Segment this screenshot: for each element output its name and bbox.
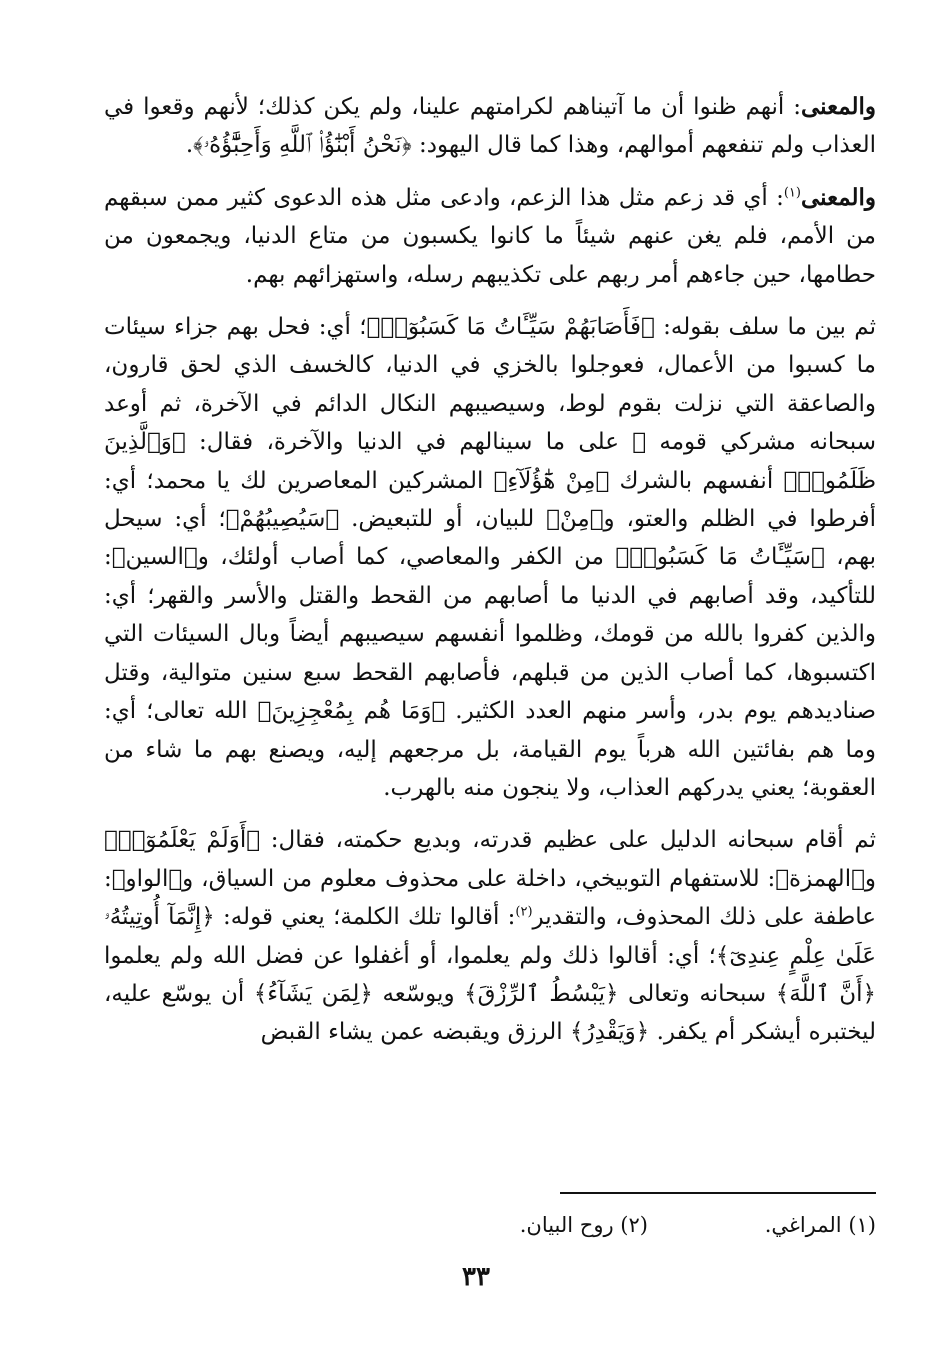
page-number: ٣٣ [462, 1262, 490, 1292]
footnote-marker: (١) [783, 185, 801, 201]
paragraph-4 [104, 821, 876, 1051]
paragraph-body: ثم أقام سبحانه الدليل على عظيم قدرته، وبديع حكمته، فقال: ﴿أَوَلَمْ يَعْلَمُوٓا۟﴾ و﴿الهمزة﴾: للاستفهام التوبيخي، داخلة على محذوف معلوم من السياق، و﴿الواو﴾: عاطفة على ذلك المحذوف، والتقدير [104, 827, 876, 931]
paragraph-lead: والمعنى [800, 183, 876, 211]
paragraph-body: : أنهم ظنوا أن ما آتيناهم لكرامتهم علينا، ولم يكن كذلك؛ لأنهم وقعوا في العذاب ولم تنفعهم أموالهم، وهذا كما قال اليهود: ﴿نَحْنُ أَبْنَٰٓؤُا۟ ٱللَّهِ وَأَحِبَّٰٓؤُهُۥ﴾. [104, 94, 876, 159]
footnote-divider [560, 1192, 876, 1194]
paragraph-body: ثم بين ما سلف بقوله: ﴿فَأَصَابَهُمْ سَيِّـَٔاتُ مَا كَسَبُوٓا۟﴾؛ أي: فحل بهم جزاء سيئات ما كسبوا من الأعمال، فعوجلوا بالخزي في الدنيا، كالخسف الذي لحق قارون، والصاعقة التي نزلت بقوم لوط، وسيصيبهم النكال الدائم في الآخرة، ثم أوعد سبحانه مشركي قومه ﷺ على ما سينالهم في الدنيا والآخرة، فقال: ﴿وَٱلَّذِينَ ظَلَمُوا۟﴾ أنفسهم بالشرك ﴿مِنْ هَٰٓؤُلَآءِ﴾ المشركين المعاصرين لك يا محمد؛ أي: أفرطوا في الظلم والعتو، و﴿مِنْ﴾ للبيان، أو للتبعيض. ﴿سَيُصِيبُهُمْ﴾؛ أي: سيحل بهم، ﴿سَيِّـَٔاتُ مَا كَسَبُوا۟﴾ من الكفر والمعاصي، كما أصاب أولئك، و﴿السين﴾: للتأكيد، وقد أصابهم في الدنيا ما أصابهم من القحط والقتل والأسر والقهر؛ أي: والذين كفروا بالله من قومك، وظلموا أنفسهم سيصيبهم أيضاً وبال السيئات التي اكتسبوها، كما أصاب الذين من قبلهم، فأصابهم القحط سبع سنين متوالية، وقتل صناديدهم يوم بدر، وأسر منهم العدد الكثير. ﴿وَمَا هُم بِمُعْجِزِينَ﴾ الله تعالى؛ أي: وما هم بفائتين الله هرباً يوم القيامة، بل مرجعهم إليه، ويصنع بهم ما شاء من العقوبة؛ يعني يدركهم العذاب، ولا ينجون منه بالهرب. [104, 314, 876, 801]
paragraph-body-continued: : أقالوا تلك الكلمة؛ يعني قوله: ﴿إِنَّمَآ أُوتِيتُهُۥ عَلَىٰ عِلْمٍ عِندِىٓ﴾؛ أي: أقالوا ذلك ولم يعلموا، أو أغفلوا عن فضل الله ولم يعلموا ﴿أَنَّ ٱللَّهَ﴾ سبحانه وتعالى ﴿يَبْسُطُ ٱلرِّزْقَ﴾ ويوسّعه ﴿لِمَن يَشَآءُ﴾ أن يوسّع عليه، ليختبره أيشكر أم يكفر. ﴿وَيَقْدِرُ﴾ الرزق ويقبضه عمن يشاء القبض [104, 904, 876, 1046]
paragraph-1 [104, 88, 876, 165]
paragraph-2 [104, 179, 876, 294]
footnote-2: (٢) روح البيان. [519, 1213, 648, 1237]
footnotes [104, 1210, 876, 1240]
paragraph-body: : أي قد زعم مثل هذا الزعم، وادعى مثل هذه الدعوى كثير ممن سبقهم من الأمم، فلم يغن عنهم شيئاً ما كانوا يكسبون من متاع الدنيا، ويجمعون من حطامها، حين جاءهم أمر ربهم على تكذيبهم رسله، واستهزائهم بهم. [104, 184, 876, 288]
footnote-marker: (٢) [515, 904, 533, 920]
paragraph-3 [104, 308, 876, 807]
paragraph-lead: والمعنى [800, 93, 876, 120]
footnote-1: (١) المراغي. [764, 1213, 876, 1237]
main-text [104, 88, 876, 1066]
